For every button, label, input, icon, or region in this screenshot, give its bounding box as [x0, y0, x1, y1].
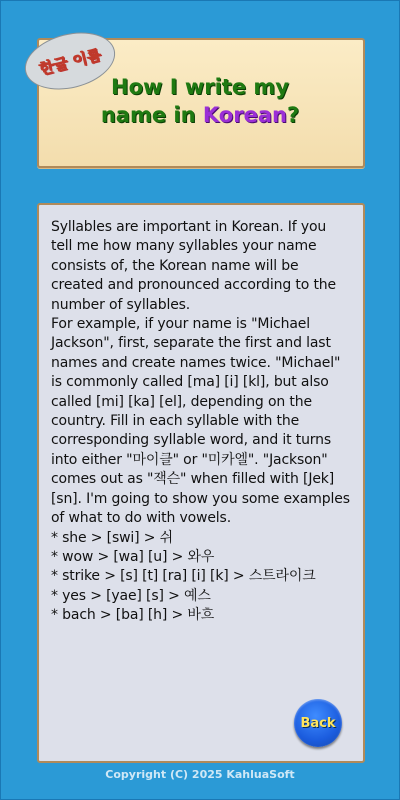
title-highlight: Korean — [202, 103, 287, 127]
title-suffix: ? — [286, 103, 300, 127]
examples-list — [51, 529, 351, 626]
badge-label: 한글 이름 — [37, 45, 103, 78]
example-item: * strike > [s] [t] [ra] [i] [k] > 스트라이크 — [51, 568, 316, 585]
example-item: * yes > [yae] [s] > 예스 — [51, 587, 211, 604]
example-paragraph: For example, if your name is "Michael Jackson", first, separate the first and last names and create names twice. "Michael" is commonly called [ma] [i] [kl], but also called [mi] [ka] [el], depending on the country. Fill in each syllable with the corresponding syllable word, and it turns into either "마이클" or "미카엘". "Jackson" comes out as "잭슨" when filled with [Jek] [sn]. I'm going to show you some examples of what to do with vowels. — [51, 316, 350, 527]
title-line-2 — [70, 101, 330, 129]
page-title — [70, 73, 330, 129]
example-item: * wow > [wa] [u] > 와우 — [51, 548, 215, 565]
title-line-2-prefix: name in — [100, 103, 203, 127]
title-line-1: How I write my — [111, 75, 289, 99]
copyright-footer: Copyright (C) 2025 KahluaSoft — [105, 768, 295, 781]
content-text — [51, 218, 351, 626]
back-button[interactable]: Back — [294, 699, 342, 747]
example-item: * she > [swi] > 쉬 — [51, 529, 174, 546]
intro-paragraph: Syllables are important in Korean. If you tell me how many syllables your name consists of, the Korean name will be created and pronounced according to the number of syllables. — [51, 219, 336, 313]
example-item: * bach > [ba] [h] > 바흐 — [51, 607, 215, 624]
